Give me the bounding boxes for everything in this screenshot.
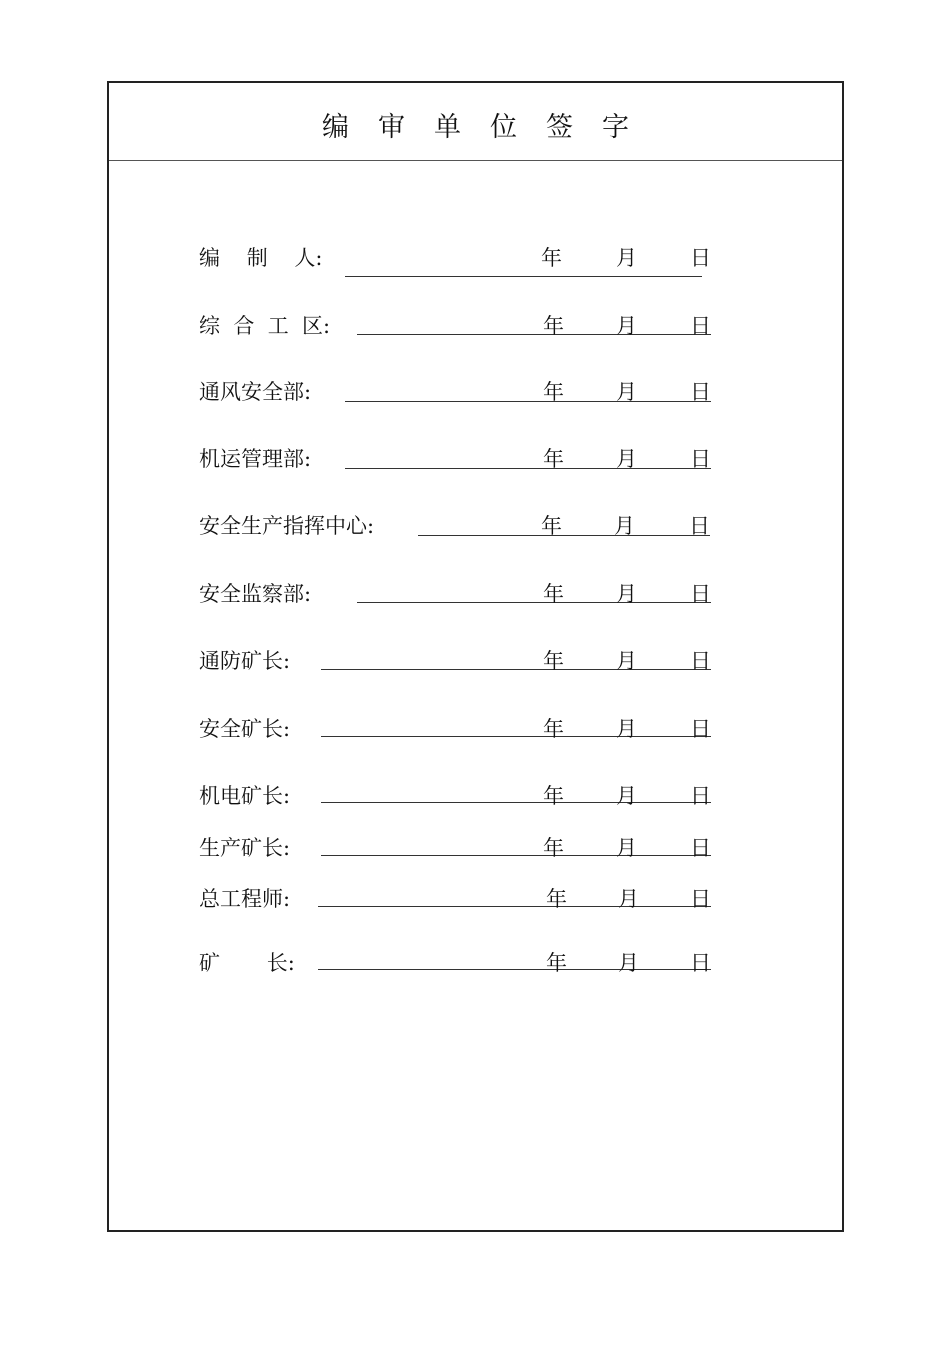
month-label: 月 — [616, 784, 637, 808]
signer-label: 总工程师: — [199, 887, 291, 911]
signature-row — [0, 376, 950, 416]
day-label: 日 — [690, 649, 711, 673]
year-label: 年 — [543, 582, 564, 606]
signature-row — [0, 713, 950, 753]
signer-label: 生产矿长: — [199, 836, 291, 860]
signature-row — [0, 883, 950, 923]
signature-row — [0, 510, 950, 550]
signer-label: 矿 长: — [199, 951, 295, 975]
signature-line[interactable] — [321, 855, 711, 856]
signature-row — [0, 443, 950, 483]
signer-label: 机运管理部: — [199, 447, 312, 471]
month-label: 月 — [616, 836, 637, 860]
signer-label: 综 合 工 区: — [199, 314, 331, 338]
signature-line[interactable] — [318, 906, 711, 907]
month-label: 月 — [618, 951, 639, 975]
year-label: 年 — [543, 717, 564, 741]
day-label: 日 — [690, 951, 711, 975]
day-label: 日 — [689, 514, 710, 538]
month-label: 月 — [616, 314, 637, 338]
month-label: 月 — [616, 380, 637, 404]
title-row — [109, 83, 842, 161]
year-label: 年 — [541, 514, 562, 538]
signature-line[interactable] — [345, 401, 711, 402]
month-label: 月 — [616, 246, 637, 270]
signature-row — [0, 947, 950, 987]
year-label: 年 — [543, 380, 564, 404]
form-title: 编审单位签字 — [322, 112, 658, 143]
year-label: 年 — [541, 246, 562, 270]
year-label: 年 — [543, 314, 564, 338]
signer-label: 安全监察部: — [199, 582, 312, 606]
signature-row — [0, 578, 950, 618]
signature-row — [0, 242, 950, 282]
day-label: 日 — [690, 582, 711, 606]
day-label: 日 — [690, 447, 711, 471]
year-label: 年 — [546, 887, 567, 911]
day-label: 日 — [690, 784, 711, 808]
signature-line[interactable] — [345, 468, 711, 469]
year-label: 年 — [543, 649, 564, 673]
month-label: 月 — [616, 649, 637, 673]
signature-row — [0, 310, 950, 350]
signature-line[interactable] — [418, 535, 710, 536]
signer-label: 安全生产指挥中心: — [199, 514, 375, 538]
year-label: 年 — [543, 447, 564, 471]
day-label: 日 — [690, 717, 711, 741]
signer-label: 通防矿长: — [199, 649, 291, 673]
day-label: 日 — [690, 836, 711, 860]
signer-label: 编 制 人: — [199, 246, 323, 270]
month-label: 月 — [614, 514, 635, 538]
signer-label: 机电矿长: — [199, 784, 291, 808]
signature-line[interactable] — [345, 276, 702, 277]
month-label: 月 — [616, 582, 637, 606]
signature-row — [0, 645, 950, 685]
signature-line[interactable] — [318, 969, 711, 970]
signer-label: 通风安全部: — [199, 380, 312, 404]
signature-row — [0, 780, 950, 820]
signature-line[interactable] — [321, 736, 711, 737]
month-label: 月 — [616, 447, 637, 471]
signature-line[interactable] — [357, 334, 711, 335]
day-label: 日 — [690, 887, 711, 911]
month-label: 月 — [616, 717, 637, 741]
day-label: 日 — [690, 314, 711, 338]
signature-row — [0, 832, 950, 872]
day-label: 日 — [690, 246, 711, 270]
month-label: 月 — [618, 887, 639, 911]
signature-line[interactable] — [321, 669, 711, 670]
day-label: 日 — [690, 380, 711, 404]
year-label: 年 — [543, 836, 564, 860]
year-label: 年 — [546, 951, 567, 975]
signer-label: 安全矿长: — [199, 717, 291, 741]
signature-line[interactable] — [321, 802, 711, 803]
signature-line[interactable] — [357, 602, 711, 603]
year-label: 年 — [543, 784, 564, 808]
